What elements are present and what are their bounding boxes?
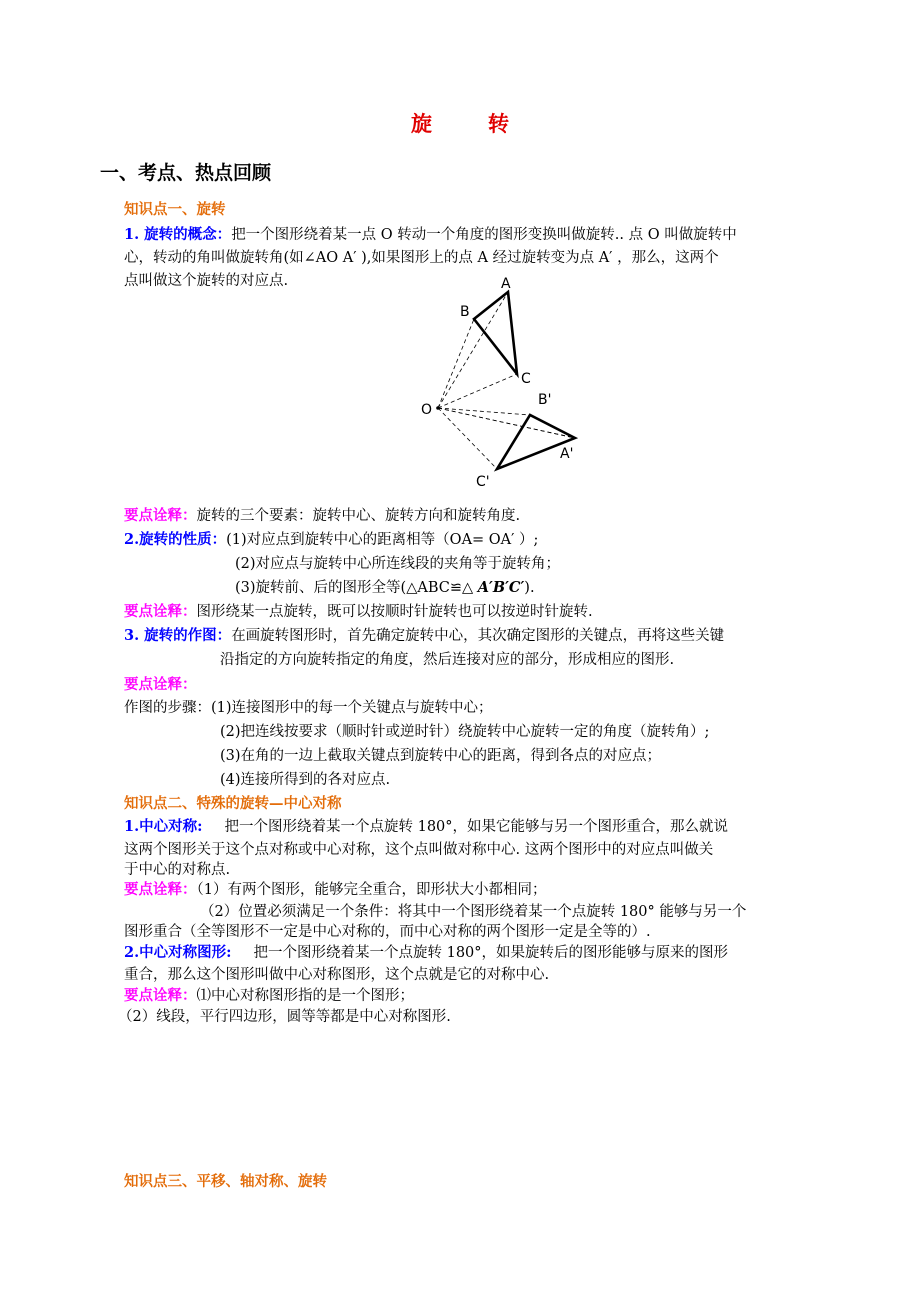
k2-csf-line2: 重合，那么这个图形叫做中心对称图形，这个点就是它的对称中心. <box>124 967 550 983</box>
label-A-prime: A' <box>560 446 574 462</box>
k1-prop3 <box>235 576 535 600</box>
dash-O-B <box>438 319 474 408</box>
k1-concept-label: 1. 旋转的概念： <box>124 226 232 243</box>
k2-csf-line1 <box>124 941 728 965</box>
k1-step1-text: (1)连接图形中的每一个关键点与旋转中心； <box>211 700 493 716</box>
dash-O-C2 <box>438 408 497 469</box>
k1-note1-text: 旋转的三个要素：旋转中心、旋转方向和旋转角度. <box>196 508 521 524</box>
k2-cs-text1: 把一个图形绕着某一个点旋转 180°，如果它能够与另一个图形重合，那么就说 <box>224 819 729 835</box>
k1-steps-label: 作图的步骤： <box>124 700 211 716</box>
label-B-prime: B' <box>538 392 552 408</box>
k2-note4-label: 要点诠释： <box>124 881 197 898</box>
point-O <box>436 406 440 410</box>
k1-prop3-post: ). <box>524 580 535 596</box>
k1-note3-label: 要点诠释： <box>124 676 197 693</box>
k2-note4-line2: （2）位置必须满足一个条件：将其中一个图形绕着某一个点旋转 180° 能够与另一个 <box>200 904 747 920</box>
k1-prop3-pre: (3)旋转前、后的图形全等(△ABC≌△ <box>235 580 478 596</box>
title-char-2: 转 <box>488 111 509 136</box>
k1-draw-line2: 沿指定的方向旋转指定的角度，然后连接对应的部分，形成相应的图形. <box>220 652 675 668</box>
k2-note5-label: 要点诠释： <box>124 987 197 1004</box>
k2-note4-line3: 图形重合（全等图形不一定是中心对称的，而中心对称的两个图形一定是全等的）. <box>124 924 651 940</box>
label-C-prime: C' <box>476 474 490 490</box>
k2-note4-line1 <box>124 878 546 902</box>
k1-draw-line1 <box>124 624 724 648</box>
k2-csf-text1: 把一个图形绕着某一个点旋转 180°，如果旋转后的图形能够与原来的图形 <box>253 945 729 961</box>
k1-prop3-math: A′B′C′ <box>477 579 525 596</box>
k1-concept-line2: 心，转动的角叫做旋转角(如∠AO A′ ),如果图形上的点 A 经过旋转变为点 A′ ，那么，这两个 <box>124 250 719 266</box>
k1-concept-text1: 把一个图形绕着某一点 O 转动一个角度的图形变换叫做旋转.. 点 O 叫做旋转中 <box>231 227 737 243</box>
label-A: A <box>501 276 511 292</box>
k1-concept-line3: 点叫做这个旋转的对应点. <box>124 273 289 289</box>
k1-note1 <box>124 504 520 528</box>
k1-draw-label: 3. 旋转的作图： <box>124 627 232 644</box>
k1-prop1: (1)对应点到旋转中心的距离相等（OA= OA′ ）; <box>226 532 539 548</box>
k2-cs-label: 1.中心对称: <box>124 818 203 835</box>
k1-note2-text: 图形绕某一点旋转，既可以按顺时针旋转也可以按逆时针旋转. <box>196 604 593 620</box>
k1-note1-label: 要点诠释： <box>124 507 197 524</box>
k2-note4-text1: （1）有两个图形，能够完全重合，即形状大小都相同； <box>196 882 547 898</box>
k1-note2 <box>124 600 593 624</box>
rotation-figure <box>410 268 600 494</box>
triangle-ABC <box>474 292 517 374</box>
k2-cs-line2: 这两个图形关于这个点对称或中心对称，这个点叫做对称中心. 这两个图形中的对应点叫做关 <box>124 842 714 858</box>
k1-step4: (4)连接所得到的各对应点. <box>220 772 391 788</box>
k1-prop-label: 2.旋转的性质： <box>124 531 227 548</box>
k2-heading: 知识点二、特殊的旋转—中心对称 <box>124 795 342 812</box>
k1-prop2: (2)对应点与旋转中心所连线段的夹角等于旋转角； <box>235 556 561 572</box>
label-B: B <box>460 304 470 320</box>
k1-step3: (3)在角的一边上截取关键点到旋转中心的距离，得到各点的对应点； <box>220 748 662 764</box>
k1-draw-text1: 在画旋转图形时，首先确定旋转中心，其次确定图形的关键点，再将这些关键 <box>231 628 725 644</box>
section-heading-1: 一、考点、热点回顾 <box>100 162 272 184</box>
k1-note2-label: 要点诠释： <box>124 603 197 620</box>
title-char-1: 旋 <box>411 111 432 136</box>
k1-step2: (2)把连线按要求（顺时针或逆时针）绕旋转中心旋转一定的角度（旋转角）; <box>220 724 710 740</box>
k1-prop-line1 <box>124 528 538 552</box>
k1-step1 <box>124 696 493 720</box>
k1-concept-line1 <box>124 223 737 247</box>
k2-note5-line2: （2）线段，平行四边形，圆等等都是中心对称图形. <box>118 1009 451 1025</box>
dash-extra <box>438 408 575 438</box>
k2-cs-line3: 于中心的对称点. <box>124 862 231 878</box>
page-title <box>0 108 920 138</box>
label-C: C <box>521 371 531 387</box>
dash-O-B2 <box>438 408 530 415</box>
k2-csf-label: 2.中心对称图形: <box>124 944 232 961</box>
k3-heading: 知识点三、平移、轴对称、旋转 <box>124 1173 327 1190</box>
k2-cs-line1 <box>124 815 728 839</box>
label-O: O <box>421 402 433 418</box>
k2-note5-text1: ⑴中心对称图形指的是一个图形； <box>196 988 414 1004</box>
k1-heading: 知识点一、旋转 <box>124 201 226 218</box>
